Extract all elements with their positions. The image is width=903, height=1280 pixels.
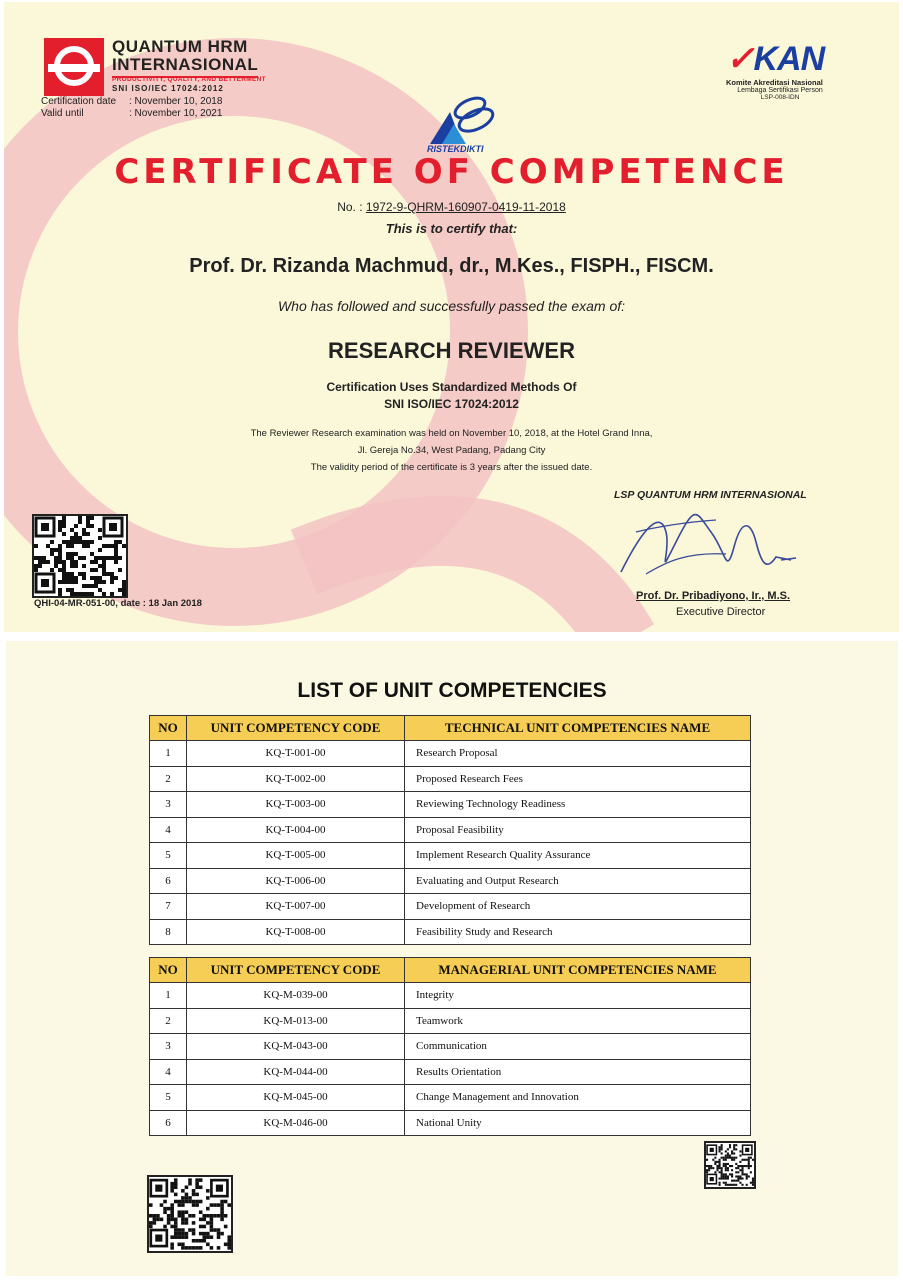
unit-number: 8 <box>150 919 187 945</box>
signer-title: Executive Director <box>676 606 766 618</box>
unit-name: Feasibility Study and Research <box>405 919 751 945</box>
kan-line3: LSP-008-IDN <box>760 94 800 101</box>
unit-name: Communication <box>405 1034 751 1060</box>
unit-code: KQ-T-007-00 <box>187 894 405 920</box>
valid-until-label: Valid until <box>41 108 84 119</box>
table-row <box>150 1110 751 1136</box>
unit-code: KQ-T-005-00 <box>187 843 405 869</box>
unit-code: KQ-T-002-00 <box>187 766 405 792</box>
table-row <box>150 1085 751 1111</box>
table-row <box>150 1059 751 1085</box>
unit-name: Proposal Feasibility <box>405 817 751 843</box>
unit-name: Implement Research Quality Assurance <box>405 843 751 869</box>
certify-text: This is to certify that: <box>385 221 518 236</box>
kan-logo <box>726 42 846 101</box>
unit-number: 2 <box>150 766 187 792</box>
managerial-table-body <box>150 983 751 1136</box>
unit-number: 2 <box>150 1008 187 1034</box>
unit-name: National Unity <box>405 1110 751 1136</box>
unit-code: KQ-M-045-00 <box>187 1085 405 1111</box>
unit-number: 1 <box>150 983 187 1009</box>
unit-code: KQ-T-003-00 <box>187 792 405 818</box>
unit-code: KQ-T-001-00 <box>187 741 405 767</box>
table-row <box>150 894 751 920</box>
table-row <box>150 1008 751 1034</box>
unit-number: 3 <box>150 792 187 818</box>
managerial-table-header <box>150 958 751 983</box>
unit-code: KQ-T-006-00 <box>187 868 405 894</box>
unit-code: KQ-M-039-00 <box>187 983 405 1009</box>
technical-table-body <box>150 741 751 945</box>
unit-number: 7 <box>150 894 187 920</box>
unit-competencies-page <box>6 641 898 1276</box>
unit-number: 6 <box>150 1110 187 1136</box>
unit-number: 4 <box>150 817 187 843</box>
certificate-title: CERTIFICATE OF COMPETENCE <box>114 152 789 192</box>
technical-units-table <box>149 715 751 945</box>
unit-number: 5 <box>150 1085 187 1111</box>
header-name: MANAGERIAL UNIT COMPETENCIES NAME <box>405 958 751 983</box>
managerial-units-table <box>149 957 751 1136</box>
unit-name: Development of Research <box>405 894 751 920</box>
method-line2: SNI ISO/IEC 17024:2012 <box>384 397 519 411</box>
certificate-number-label: No. : <box>337 200 363 214</box>
unit-name: Teamwork <box>405 1008 751 1034</box>
unit-code: KQ-M-043-00 <box>187 1034 405 1060</box>
unit-code: KQ-M-046-00 <box>187 1110 405 1136</box>
unit-list-title: LIST OF UNIT COMPETENCIES <box>297 679 607 702</box>
table-row <box>150 843 751 869</box>
certificate-page <box>4 2 899 632</box>
issuer-name-line2: INTERNASIONAL <box>112 55 258 78</box>
header-name: TECHNICAL UNIT COMPETENCIES NAME <box>405 716 751 741</box>
table-row <box>150 868 751 894</box>
quantum-logo <box>44 38 104 96</box>
exam-info-line3: The validity period of the certificate is 3 years after the issued date. <box>310 462 593 473</box>
unit-code: KQ-M-044-00 <box>187 1059 405 1085</box>
kan-mark: ✓KAN <box>726 40 825 78</box>
table-row <box>150 766 751 792</box>
signer-name: Prof. Dr. Pribadiyono, Ir., M.S. <box>636 590 791 602</box>
unit-name: Reviewing Technology Readiness <box>405 792 751 818</box>
issuer-standard: SNI ISO/IEC 17024:2012 <box>112 84 224 93</box>
unit-name: Integrity <box>405 983 751 1009</box>
unit-name: Results Orientation <box>405 1059 751 1085</box>
form-code: QHI-04-MR-051-00, date : 18 Jan 2018 <box>34 598 202 609</box>
valid-until-value: : November 10, 2021 <box>129 108 223 119</box>
qr-code-icon <box>704 1141 756 1189</box>
unit-number: 4 <box>150 1059 187 1085</box>
method-line1: Certification Uses Standardized Methods Of <box>326 380 577 394</box>
certification-date-label: Certification date <box>41 96 117 107</box>
unit-name: Research Proposal <box>405 741 751 767</box>
certificate-number <box>4 200 899 214</box>
unit-code: KQ-M-013-00 <box>187 1008 405 1034</box>
header-code: UNIT COMPETENCY CODE <box>187 958 405 983</box>
issuer-name-line1: QUANTUM HRM <box>112 37 248 56</box>
table-row <box>150 741 751 767</box>
kan-line1: Komite Akreditasi Nasional <box>726 78 823 87</box>
table-row <box>150 919 751 945</box>
signature-icon <box>616 502 806 592</box>
unit-number: 1 <box>150 741 187 767</box>
kan-line2: Lembaga Sertifikasi Person <box>737 87 823 94</box>
header-no: NO <box>150 958 187 983</box>
unit-name: Change Management and Innovation <box>405 1085 751 1111</box>
program-name: RESEARCH REVIEWER <box>328 338 575 363</box>
certification-date-value: : November 10, 2018 <box>129 96 223 107</box>
unit-code: KQ-T-004-00 <box>187 817 405 843</box>
unit-number: 6 <box>150 868 187 894</box>
unit-number: 3 <box>150 1034 187 1060</box>
certificate-number-value: 1972-9-QHRM-160907-0419-11-2018 <box>365 200 566 214</box>
exam-info-line1: The Reviewer Research examination was held on November 10, 2018, at the Hotel Grand Inna, <box>250 428 653 439</box>
unit-number: 5 <box>150 843 187 869</box>
certification-dates <box>41 96 222 120</box>
unit-name: Evaluating and Output Research <box>405 868 751 894</box>
exam-info-line2: Jl. Gereja No.34, West Padang, Padang City <box>357 445 546 456</box>
lsp-name: LSP QUANTUM HRM INTERNASIONAL <box>614 489 807 501</box>
table-row <box>150 983 751 1009</box>
unit-name: Proposed Research Fees <box>405 766 751 792</box>
table-row <box>150 1034 751 1060</box>
issuer-tagline: PRODUCTIVITY, QUALITY, AND BETTERMENT <box>112 76 266 83</box>
qr-code-icon <box>32 514 128 598</box>
qr-code-icon <box>147 1175 233 1253</box>
recipient-name: Prof. Dr. Rizanda Machmud, dr., M.Kes., FISPH., FISCM. <box>189 255 714 277</box>
followed-text: Who has followed and successfully passed the exam of: <box>277 298 626 314</box>
exam-info <box>4 425 899 476</box>
technical-table-header <box>150 716 751 741</box>
table-row <box>150 817 751 843</box>
unit-code: KQ-T-008-00 <box>187 919 405 945</box>
header-code: UNIT COMPETENCY CODE <box>187 716 405 741</box>
table-row <box>150 792 751 818</box>
header-no: NO <box>150 716 187 741</box>
ristekdikti-label: RISTEKDIKTI <box>427 144 484 154</box>
